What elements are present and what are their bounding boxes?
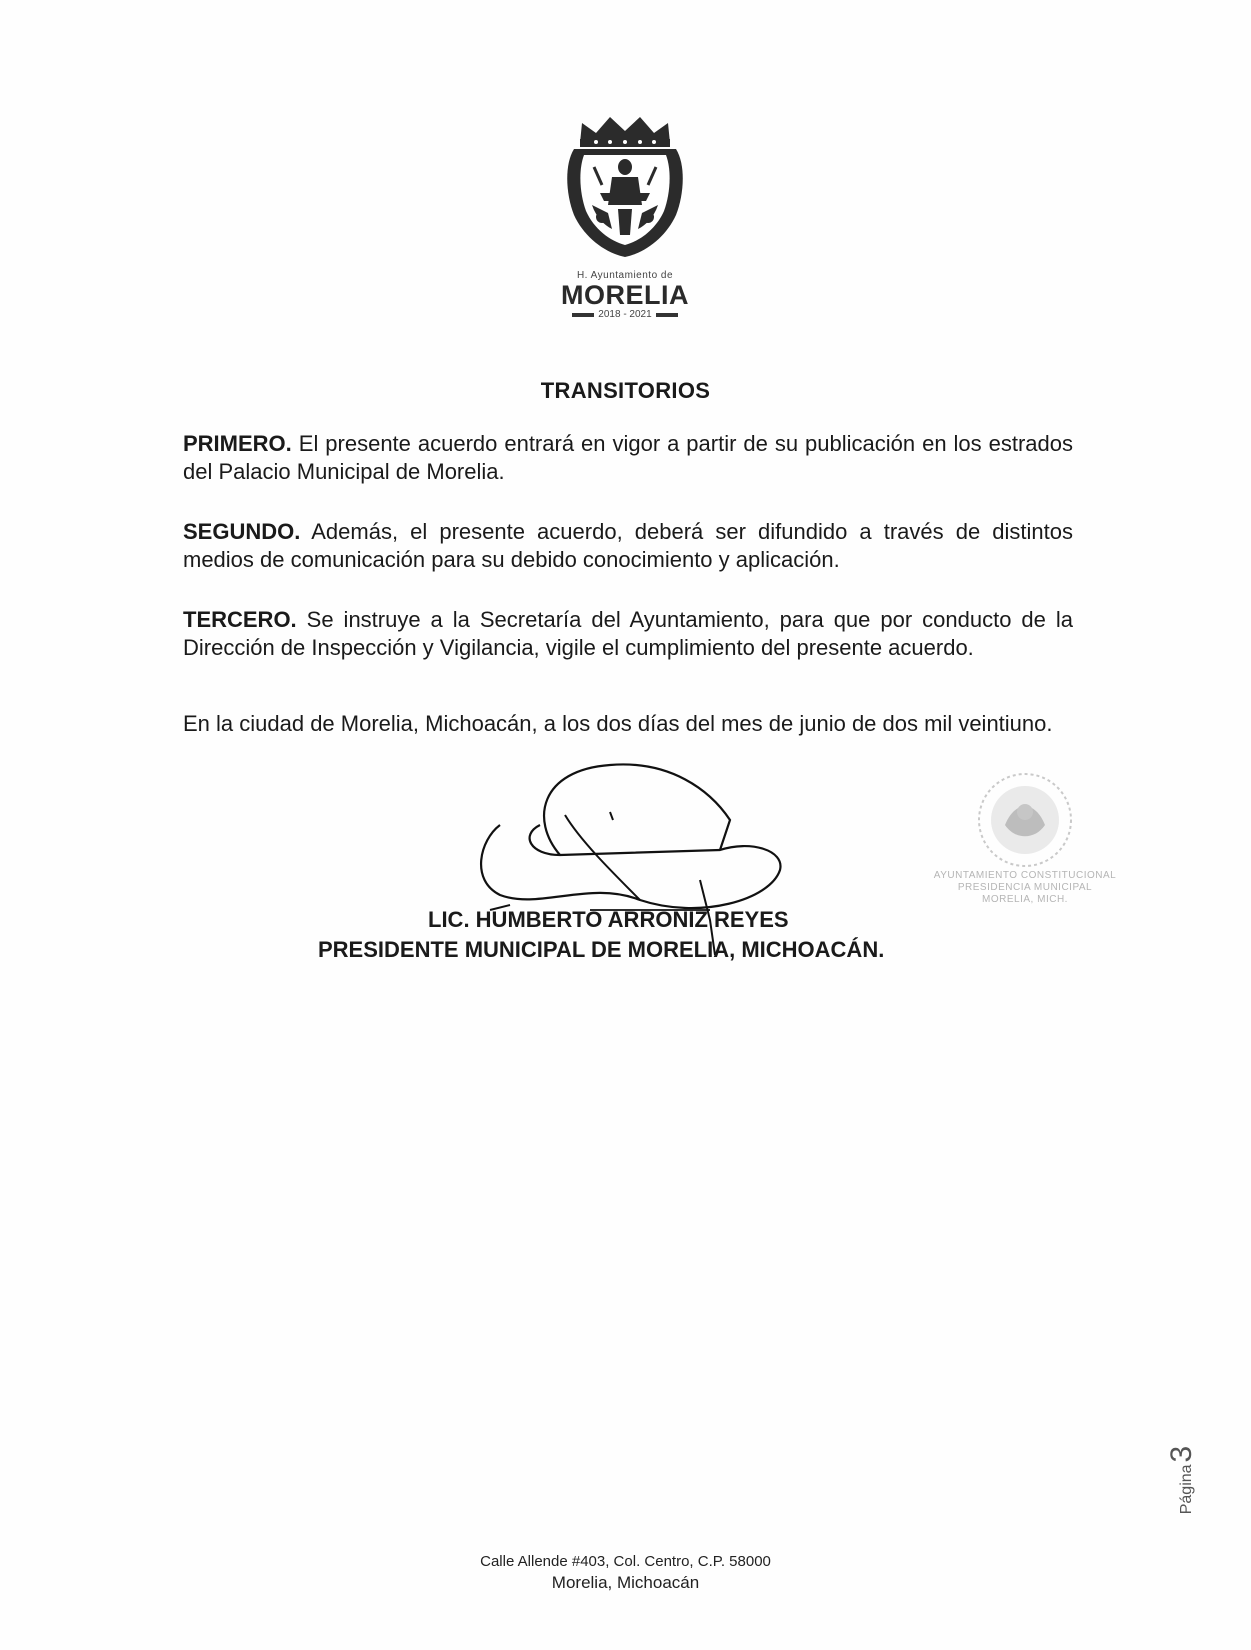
- article-text: Se instruye a la Secretaría del Ayuntamiento, para que por conducto de la Dirección de Inspección y Vigilancia, vigile el cumplimiento del presente acuerdo.: [183, 607, 1073, 660]
- article-text: Además, el presente acuerdo, deberá ser difundido a través de distintos medios de comunicación para su debido conocimiento y aplicación.: [183, 519, 1073, 572]
- seal-line-2: PRESIDENCIA MUNICIPAL: [957, 882, 1093, 893]
- logo-name: MORELIA: [561, 280, 689, 310]
- logo-bar-left: [572, 313, 594, 317]
- section-heading: TRANSITORIOS: [540, 378, 711, 403]
- signatory-title: PRESIDENTE MUNICIPAL DE MORELIA, MICHOACÁN.: [318, 937, 885, 962]
- footer-address-line2: Morelia, Michoacán: [551, 1573, 700, 1592]
- page-word: Página: [1178, 1464, 1195, 1515]
- seal-emblem-icon: [970, 770, 1080, 870]
- municipal-logo: [545, 105, 705, 320]
- footer-address-line1: Calle Allende #403, Col. Centro, C.P. 58000: [480, 1553, 771, 1570]
- page-number-value: 3: [1165, 1445, 1198, 1463]
- article-label: TERCERO.: [183, 607, 297, 632]
- logo-period: [545, 309, 705, 320]
- article-primero: [183, 430, 1073, 486]
- logo-caption: H. Ayuntamiento de: [576, 270, 674, 281]
- article-segundo: [183, 518, 1073, 574]
- article-label: PRIMERO.: [183, 431, 292, 456]
- official-seal: [925, 770, 1125, 906]
- seal-line-1: AYUNTAMIENTO CONSTITUCIONAL: [933, 870, 1117, 881]
- footer-address: [0, 1552, 1251, 1594]
- closing-paragraph: En la ciudad de Morelia, Michoacán, a los dos días del mes de junio de dos mil veintiuno.: [183, 711, 1053, 736]
- logo-period-text: 2018 - 2021: [598, 309, 652, 320]
- logo-bar-right: [656, 313, 678, 317]
- article-tercero: [183, 606, 1073, 662]
- signatory-name: LIC. HUMBERTO ARRONIZ REYES: [428, 907, 789, 932]
- page-number: [1165, 1425, 1205, 1535]
- article-text: El presente acuerdo entrará en vigor a partir de su publicación en los estrados del Palacio Municipal de Morelia.: [183, 431, 1073, 484]
- seal-line-3: MORELIA, MICH.: [982, 894, 1068, 905]
- coat-of-arms-icon: [560, 105, 690, 260]
- article-label: SEGUNDO.: [183, 519, 301, 544]
